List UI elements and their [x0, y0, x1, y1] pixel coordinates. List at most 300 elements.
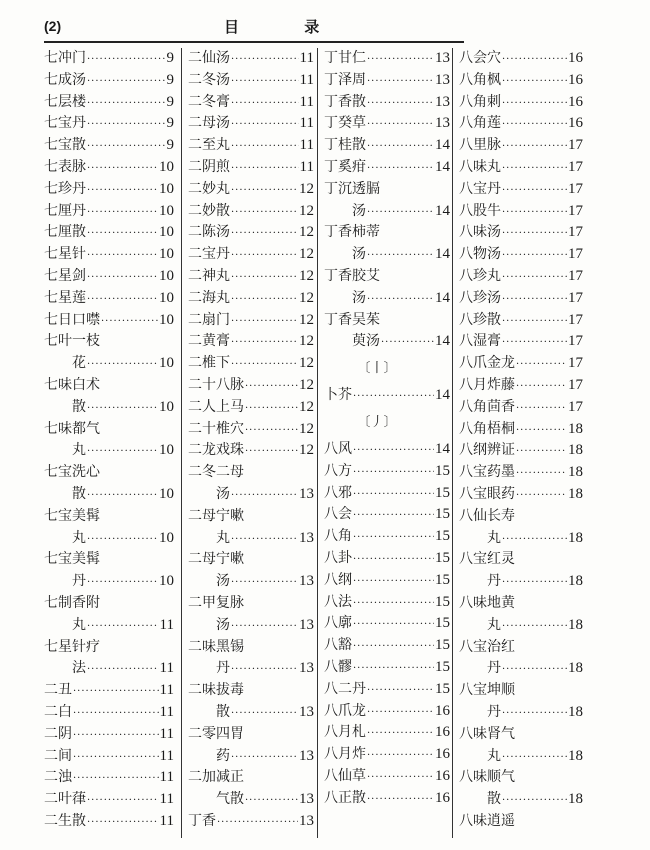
index-entry-heading [188, 767, 314, 789]
index-entry[interactable] [459, 310, 583, 332]
entry-title: 八廓 [324, 615, 352, 632]
index-entry[interactable] [44, 811, 174, 833]
leader-dots [87, 92, 166, 114]
index-entry[interactable] [44, 135, 174, 157]
index-entry[interactable] [188, 222, 314, 244]
index-entry[interactable] [324, 92, 450, 114]
entry-title: 八宝药墨 [459, 464, 515, 481]
entry-title: 八宝治红 [459, 638, 515, 655]
index-entry[interactable] [324, 504, 450, 526]
index-entry[interactable] [324, 201, 450, 223]
leader-dots [367, 92, 434, 114]
header-rule [44, 41, 464, 43]
index-entry-heading [459, 549, 583, 571]
entry-title: 汤 [216, 616, 230, 633]
entry-title: 丁癸草 [324, 115, 366, 132]
entry-page-number: 16 [435, 789, 450, 806]
leader-dots [502, 70, 567, 92]
index-entry[interactable] [188, 201, 314, 223]
entry-page-number: 10 [159, 529, 174, 546]
index-entry[interactable] [459, 571, 583, 593]
index-entry[interactable] [44, 789, 174, 811]
entry-page-number: 9 [166, 93, 174, 110]
entry-title: 二冬膏 [188, 93, 230, 110]
entry-page-number: 18 [568, 703, 583, 720]
entry-title: 二零四胃 [188, 725, 244, 742]
entry-title: 八角梧桐 [459, 420, 515, 437]
entry-title: 丁甘仁 [324, 50, 366, 66]
entry-title: 丹 [72, 573, 86, 590]
entry-page-number: 16 [568, 71, 583, 88]
entry-page-number: 12 [299, 420, 314, 437]
index-entry[interactable] [188, 135, 314, 157]
index-entry[interactable] [459, 92, 583, 114]
entry-page-number: 13 [299, 573, 314, 590]
index-entry[interactable] [324, 592, 450, 614]
index-entry[interactable] [459, 528, 583, 550]
index-entry[interactable] [44, 397, 174, 419]
leader-dots [516, 397, 567, 419]
leader-dots [502, 658, 567, 680]
leader-dots [87, 113, 166, 135]
index-entry[interactable] [459, 201, 583, 223]
entry-page-number: 11 [299, 158, 314, 175]
entry-title: 二母宁嗽 [188, 507, 244, 524]
index-entry[interactable] [44, 571, 174, 593]
index-entry[interactable] [44, 201, 174, 223]
index-entry[interactable] [459, 222, 583, 244]
index-entry[interactable] [459, 331, 583, 353]
entry-page-number: 11 [299, 50, 314, 66]
page-title: 目 录 [224, 18, 350, 36]
index-entry[interactable] [459, 353, 583, 375]
entry-title: 二扇门 [188, 311, 230, 328]
entry-title: 八豁 [324, 637, 352, 654]
entry-title: 二十椎穴 [188, 420, 244, 437]
leader-dots [73, 680, 159, 702]
entry-page-number: 18 [568, 485, 583, 502]
entry-title: 丁香胶艾 [324, 267, 380, 284]
entry-page-number: 15 [435, 484, 450, 501]
entry-title: 丁香散 [324, 93, 366, 110]
index-entry[interactable] [459, 440, 583, 462]
leader-dots [367, 766, 434, 788]
index-entry[interactable] [324, 722, 450, 744]
index-entry[interactable] [188, 113, 314, 135]
index-entry[interactable] [324, 113, 450, 135]
leader-dots [367, 201, 434, 223]
index-entry[interactable] [188, 746, 314, 768]
index-entry[interactable] [459, 375, 583, 397]
leader-dots [231, 658, 298, 680]
index-entry[interactable] [44, 724, 174, 746]
leader-dots [502, 48, 567, 70]
index-entry[interactable] [188, 331, 314, 353]
entry-page-number: 13 [299, 529, 314, 546]
index-entry[interactable] [459, 462, 583, 484]
entry-page-number: 12 [299, 267, 314, 284]
index-entry[interactable] [459, 244, 583, 266]
entry-page-number: 15 [435, 593, 450, 610]
index-entry[interactable] [188, 397, 314, 419]
index-entry[interactable] [44, 92, 174, 114]
entry-page-number: 18 [568, 529, 583, 546]
entry-page-number: 10 [159, 289, 174, 306]
entry-title: 丁桂散 [324, 137, 366, 154]
entry-page-number: 18 [568, 791, 583, 808]
entry-title: 八爪金龙 [459, 355, 515, 372]
entry-page-number: 13 [435, 71, 450, 88]
entry-page-number: 14 [435, 289, 450, 306]
index-entry[interactable] [188, 702, 314, 724]
leader-dots [87, 440, 158, 462]
index-entry[interactable] [459, 789, 583, 811]
entry-page-number: 13 [299, 812, 314, 829]
entry-title: 七宝美髯 [44, 507, 100, 524]
index-entry[interactable] [324, 461, 450, 483]
index-entry[interactable] [44, 746, 174, 768]
entry-title: 散 [487, 791, 501, 808]
index-entry[interactable] [324, 331, 450, 353]
index-entry[interactable] [324, 679, 450, 701]
entry-page-number: 13 [435, 93, 450, 110]
index-entry[interactable] [44, 702, 174, 724]
entry-title: 八味丸 [459, 158, 501, 175]
index-entry[interactable] [44, 353, 174, 375]
leader-dots [516, 353, 567, 375]
leader-dots [87, 353, 158, 375]
entry-page-number: 15 [435, 637, 450, 654]
entry-page-number: 13 [299, 660, 314, 677]
entry-title: 七日口噤 [44, 311, 100, 328]
entry-title: 卜芥 [324, 387, 352, 404]
index-entry-heading [44, 462, 174, 484]
index-entry[interactable] [188, 92, 314, 114]
entry-title: 八股牛 [459, 202, 501, 219]
entry-page-number: 10 [159, 311, 174, 328]
entry-title: 七宝散 [44, 137, 86, 154]
index-entry[interactable] [188, 48, 314, 70]
entry-title: 七制香附 [44, 594, 100, 611]
index-entry[interactable] [324, 635, 450, 657]
index-entry[interactable] [459, 397, 583, 419]
index-entry[interactable] [188, 615, 314, 637]
index-entry[interactable] [459, 135, 583, 157]
entry-title: 二阴煎 [188, 158, 230, 175]
leader-dots [231, 353, 298, 375]
entry-title: 丸 [72, 442, 86, 459]
index-entry[interactable] [324, 701, 450, 723]
index-entry[interactable] [459, 484, 583, 506]
entry-page-number: 11 [159, 725, 174, 742]
entry-page-number: 12 [299, 398, 314, 415]
entry-page-number: 10 [159, 355, 174, 372]
index-entry[interactable] [44, 767, 174, 789]
index-entry[interactable] [44, 288, 174, 310]
index-entry[interactable] [188, 658, 314, 680]
entry-title: 七星莲 [44, 289, 86, 306]
entry-title: 丹 [487, 573, 501, 590]
entry-page-number: 15 [435, 571, 450, 588]
index-entry[interactable] [324, 135, 450, 157]
index-entry[interactable] [44, 157, 174, 179]
leader-dots [231, 92, 299, 114]
leader-dots [367, 288, 434, 310]
index-entry[interactable] [188, 375, 314, 397]
index-entry[interactable] [44, 658, 174, 680]
index-entry[interactable] [459, 702, 583, 724]
index-entry[interactable] [324, 48, 450, 70]
entry-page-number: 15 [435, 528, 450, 545]
index-entry[interactable] [324, 526, 450, 548]
entry-page-number: 17 [568, 224, 583, 241]
index-entry-heading [459, 767, 583, 789]
entry-title: 七星剑 [44, 267, 86, 284]
entry-page-number: 10 [159, 202, 174, 219]
entry-page-number: 14 [435, 440, 450, 457]
index-entry-heading [459, 506, 583, 528]
leader-dots [231, 135, 299, 157]
leader-dots [87, 789, 159, 811]
entry-title: 八邪 [324, 484, 352, 501]
entry-page-number: 14 [435, 202, 450, 219]
index-entry[interactable] [188, 419, 314, 441]
index-entry[interactable] [44, 615, 174, 637]
entry-page-number: 11 [159, 616, 174, 633]
index-entry[interactable] [324, 157, 450, 179]
index-entry[interactable] [324, 570, 450, 592]
entry-page-number: 18 [568, 420, 583, 437]
index-entry[interactable] [459, 658, 583, 680]
index-entry[interactable] [44, 266, 174, 288]
index-entry[interactable] [459, 419, 583, 441]
entry-title: 丹 [487, 660, 501, 677]
entry-title: 二冬汤 [188, 71, 230, 88]
entry-title: 二间 [44, 747, 72, 764]
entry-title: 法 [72, 660, 86, 677]
entry-title: 二生散 [44, 812, 86, 829]
entry-title: 二阴 [44, 725, 72, 742]
leader-dots [367, 157, 434, 179]
entry-title: 丸 [487, 529, 501, 546]
leader-dots [87, 48, 166, 70]
entry-page-number: 12 [299, 311, 314, 328]
leader-dots [502, 702, 567, 724]
entry-title: 二仙汤 [188, 50, 230, 66]
leader-dots [502, 288, 567, 310]
index-entry[interactable] [188, 528, 314, 550]
leader-dots [516, 419, 567, 441]
index-entry-heading [188, 462, 314, 484]
entry-title: 丸 [72, 529, 86, 546]
leader-dots [87, 222, 158, 244]
entry-title: 汤 [216, 573, 230, 590]
leader-dots [231, 48, 299, 70]
entry-page-number: 10 [159, 158, 174, 175]
index-entry[interactable] [459, 615, 583, 637]
index-entry[interactable] [188, 789, 314, 811]
index-entry[interactable] [188, 266, 314, 288]
index-entry[interactable] [459, 48, 583, 70]
entry-title: 丁奚疳 [324, 158, 366, 175]
index-entry[interactable] [44, 440, 174, 462]
index-entry[interactable] [44, 179, 174, 201]
leader-dots [87, 201, 158, 223]
leader-dots [87, 528, 158, 550]
entry-page-number: 10 [159, 485, 174, 502]
entry-page-number: 16 [435, 767, 450, 784]
entry-title: 八髎 [324, 658, 352, 675]
entry-page-number: 12 [299, 180, 314, 197]
leader-dots [231, 528, 298, 550]
index-entry[interactable] [44, 680, 174, 702]
index-entry[interactable] [459, 157, 583, 179]
leader-dots [73, 724, 159, 746]
index-entry[interactable] [324, 483, 450, 505]
entry-page-number: 17 [568, 311, 583, 328]
index-entry[interactable] [459, 70, 583, 92]
index-column-4 [452, 48, 583, 838]
index-entry-heading [188, 637, 314, 659]
entry-page-number: 12 [299, 246, 314, 263]
entry-title: 八角莲 [459, 115, 501, 132]
index-entry[interactable] [324, 788, 450, 810]
entry-page-number: 9 [166, 71, 174, 88]
entry-page-number: 16 [435, 724, 450, 741]
leader-dots [502, 92, 567, 114]
index-entry-heading [459, 637, 583, 659]
entry-page-number: 17 [568, 246, 583, 263]
entry-page-number: 11 [159, 747, 174, 764]
index-entry[interactable] [459, 266, 583, 288]
entry-title: 丁香吴茱 [324, 311, 380, 328]
entry-title: 八宝眼药 [459, 485, 515, 502]
index-entry[interactable] [44, 528, 174, 550]
entry-title: 二味拔毒 [188, 682, 244, 699]
index-entry-heading [459, 811, 583, 833]
leader-dots [217, 811, 298, 833]
index-entry[interactable] [44, 222, 174, 244]
entry-page-number: 16 [435, 702, 450, 719]
leader-dots [502, 331, 567, 353]
entry-title: 八角刺 [459, 93, 501, 110]
entry-title: 二冬二母 [188, 464, 244, 481]
index-entry[interactable] [44, 484, 174, 506]
index-entry[interactable] [188, 244, 314, 266]
index-entry[interactable] [324, 70, 450, 92]
index-entry[interactable] [459, 113, 583, 135]
entry-title: 二味黑锡 [188, 638, 244, 655]
index-entry[interactable] [188, 310, 314, 332]
entry-title: 七厘散 [44, 224, 86, 241]
entry-page-number: 17 [568, 333, 583, 350]
entry-title: 八珍散 [459, 311, 501, 328]
index-entry-heading [459, 593, 583, 615]
entry-page-number: 11 [159, 703, 174, 720]
index-entry[interactable] [188, 70, 314, 92]
index-entry-heading [44, 593, 174, 615]
index-entry[interactable] [188, 353, 314, 375]
index-entry[interactable] [324, 657, 450, 679]
index-entry[interactable] [44, 70, 174, 92]
entry-page-number: 12 [299, 376, 314, 393]
index-entry[interactable] [459, 746, 583, 768]
index-entry[interactable] [44, 113, 174, 135]
leader-dots [353, 483, 434, 505]
entry-title: 二人上马 [188, 398, 244, 415]
entry-page-number: 18 [568, 660, 583, 677]
leader-dots [245, 419, 298, 441]
leader-dots [353, 526, 434, 548]
leader-dots [231, 157, 299, 179]
leader-dots [353, 570, 434, 592]
entry-page-number: 13 [299, 703, 314, 720]
entry-title: 八月炸 [324, 746, 366, 763]
section-heading: 〔丿〕 [357, 414, 397, 430]
leader-dots [231, 702, 298, 724]
index-entry[interactable] [324, 766, 450, 788]
index-entry[interactable] [188, 484, 314, 506]
entry-title: 七厘丹 [44, 202, 86, 219]
index-entry[interactable] [188, 288, 314, 310]
leader-dots [87, 157, 158, 179]
index-entry[interactable] [324, 439, 450, 461]
entry-title: 七宝美髯 [44, 551, 100, 568]
index-entry[interactable] [459, 179, 583, 201]
index-entry[interactable] [188, 571, 314, 593]
entry-title: 七宝丹 [44, 115, 86, 132]
entry-title: 丁沉透膈 [324, 180, 380, 197]
entry-page-number: 10 [159, 246, 174, 263]
index-entry[interactable] [459, 288, 583, 310]
index-entry[interactable] [324, 288, 450, 310]
index-entry[interactable] [188, 157, 314, 179]
leader-dots [516, 484, 567, 506]
leader-dots [231, 244, 298, 266]
entry-page-number: 13 [299, 485, 314, 502]
entry-title: 二神丸 [188, 267, 230, 284]
leader-dots [516, 375, 567, 397]
entry-page-number: 15 [435, 658, 450, 675]
index-entry-heading [44, 506, 174, 528]
index-entry[interactable] [188, 811, 314, 833]
index-entry[interactable] [324, 744, 450, 766]
index-entry[interactable] [324, 385, 450, 407]
entry-page-number: 16 [435, 746, 450, 763]
entry-page-number: 13 [299, 791, 314, 808]
leader-dots [245, 397, 298, 419]
entry-title: 丸 [72, 616, 86, 633]
index-entry[interactable] [44, 244, 174, 266]
index-entry[interactable] [44, 310, 174, 332]
entry-title: 七味白术 [44, 376, 100, 393]
leader-dots [367, 135, 434, 157]
index-entry[interactable] [324, 548, 450, 570]
index-entry[interactable] [188, 179, 314, 201]
entry-title: 二母汤 [188, 115, 230, 132]
entry-page-number: 17 [568, 137, 583, 154]
index-entry[interactable] [324, 244, 450, 266]
entry-page-number: 11 [299, 71, 314, 88]
entry-title: 八宝丹 [459, 180, 501, 197]
index-entry[interactable] [188, 440, 314, 462]
index-entry[interactable] [324, 613, 450, 635]
index-entry[interactable] [44, 48, 174, 70]
leader-dots [502, 266, 567, 288]
entry-title: 七珍丹 [44, 180, 86, 197]
entry-page-number: 17 [568, 202, 583, 219]
index-entry-heading [188, 724, 314, 746]
